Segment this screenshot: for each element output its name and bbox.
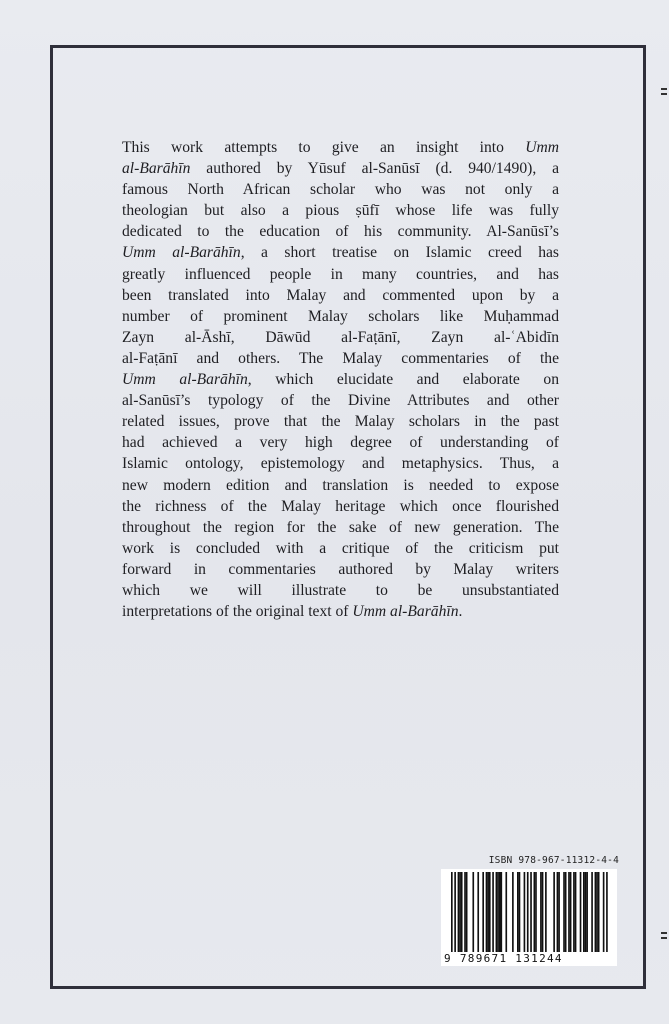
barcode-bar [461,872,463,952]
barcode-bar [458,872,460,952]
synopsis-line [122,242,559,263]
synopsis-line [122,496,559,517]
synopsis-line [122,158,559,179]
barcode-image [441,869,617,953]
synopsis-segment: . [458,603,463,621]
edge-mark [661,932,667,934]
synopsis-segment: throughout the region for the sake of new generation. The [122,518,559,536]
synopsis-segment: dedicated to the education of his community. Al-Sanūsī’s [122,223,559,241]
barcode-bar [492,872,494,952]
barcode-bar [557,872,559,952]
barcode-bar [466,872,468,952]
synopsis-segment: interpretations of the original text of [122,603,353,621]
barcode-bar [575,872,577,952]
synopsis-line [122,517,559,538]
synopsis-segment: new modern edition and translation is needed to expose [122,476,559,494]
barcode-bar [585,872,587,952]
barcode-bar [580,872,582,952]
barcode-bar [497,872,499,952]
book-title-italic: Umm al-Barāhīn [352,603,459,621]
barcode-bar [472,872,474,952]
barcode-bar [542,872,544,952]
barcode-panel [439,855,619,967]
barcode-bar [586,872,588,952]
edge-mark [661,93,667,95]
book-title-italic: al-Barāhīn [122,160,191,178]
synopsis-line [122,411,559,432]
synopsis-segment: forward in commentaries authored by Malay writers [122,560,559,578]
synopsis-segment: which we will illustrate to be unsubstantiated [122,581,559,599]
synopsis-segment: Zayn al-Āshī, Dāwūd al-Faṭānī, Zayn al-ʿAbidīn [122,328,559,346]
synopsis-segment: al-Sanūsī’s typology of the Divine Attributes and other [122,392,559,410]
synopsis-segment: had achieved a very high degree of understanding of [122,434,559,452]
synopsis-segment: number of prominent Malay scholars like Muḥammad [122,307,559,325]
barcode-bar [598,872,600,952]
barcode-bar [565,872,567,952]
book-title-italic: Umm [525,139,559,156]
synopsis-text [122,137,559,622]
barcode-bar [451,872,453,952]
barcode-bar [501,872,503,952]
synopsis-segment: theologian but also a pious ṣūfī whose life was fully [122,202,559,220]
synopsis-segment: , which elucidate and elaborate on [247,371,559,389]
barcode-bar [534,872,536,952]
barcode-bar [530,872,532,952]
barcode-bar [499,872,501,952]
synopsis-line [122,200,559,221]
synopsis-line [122,306,559,327]
barcode-bar [535,872,537,952]
isbn-label: ISBN 978-967-11312-4-4 [488,855,619,866]
synopsis-segment: greatly influenced people in many countries, and has [122,265,559,283]
barcode-bar [553,872,555,952]
barcode-bar [459,872,461,952]
synopsis-segment: , a short treatise on Islamic creed has [240,244,559,262]
synopsis-line [122,369,559,390]
barcode-bar [540,872,542,952]
barcode-bar [603,872,605,952]
barcode-bar [595,872,597,952]
barcode-bar [568,872,570,952]
synopsis-segment: work is concluded with a critique of the criticism put [122,539,559,557]
synopsis-line [122,475,559,496]
synopsis-line [122,453,559,474]
barcode-bar [505,872,507,952]
synopsis-line [122,432,559,453]
barcode-bar [477,872,479,952]
barcode-bar [487,872,489,952]
barcode-bar [591,872,593,952]
barcode-bar [496,872,498,952]
barcode-bar [558,872,560,952]
synopsis-line [122,559,559,580]
synopsis-line [122,137,559,158]
synopsis-line [122,285,559,306]
synopsis-line [122,580,559,601]
barcode-bar [489,872,491,952]
synopsis-line [122,221,559,242]
synopsis-line [122,538,559,559]
synopsis-segment: the richness of the Malay heritage which once flourished [122,497,559,515]
barcode-bars [441,869,617,953]
barcode-bar [482,872,484,952]
barcode-bar [486,872,488,952]
barcode-digits: 9 789671 131244 [441,952,617,966]
barcode-bar [512,872,514,952]
barcode-bar [570,872,572,952]
synopsis-line [122,179,559,200]
book-title-italic: Umm al-Barāhīn [122,371,248,389]
synopsis-segment: been translated into Malay and commented upon by a [122,286,559,304]
synopsis-line [122,264,559,285]
synopsis-line [122,601,559,622]
barcode-bar [606,872,608,952]
barcode-bar [596,872,598,952]
barcode-bar [563,872,565,952]
synopsis-segment: This work attempts to give an insight into [122,139,526,156]
book-title-italic: Umm al-Barāhīn [122,244,241,262]
barcode-bar [519,872,521,952]
synopsis-segment: related issues, prove that the Malay scholars in the past [122,413,559,431]
barcode-bar [527,872,529,952]
barcode-bar [524,872,526,952]
barcode-bar [583,872,585,952]
synopsis-line [122,390,559,411]
synopsis-segment: authored by Yūsuf al-Sanūsī (d. 940/1490), a [190,160,559,178]
barcode-bar [545,872,547,952]
barcode-bar [517,872,519,952]
synopsis-segment: famous North African scholar who was not only a [122,181,559,199]
barcode-bar [464,872,466,952]
synopsis-segment: Islamic ontology, epistemology and metaphysics. Thus, a [122,455,559,473]
edge-mark [661,937,667,939]
barcode-bar [454,872,456,952]
synopsis-line [122,327,559,348]
synopsis-segment: al-Faṭānī and others. The Malay commentaries of the [122,349,559,367]
barcode-bar [573,872,575,952]
synopsis-line [122,348,559,369]
edge-mark [661,88,667,90]
